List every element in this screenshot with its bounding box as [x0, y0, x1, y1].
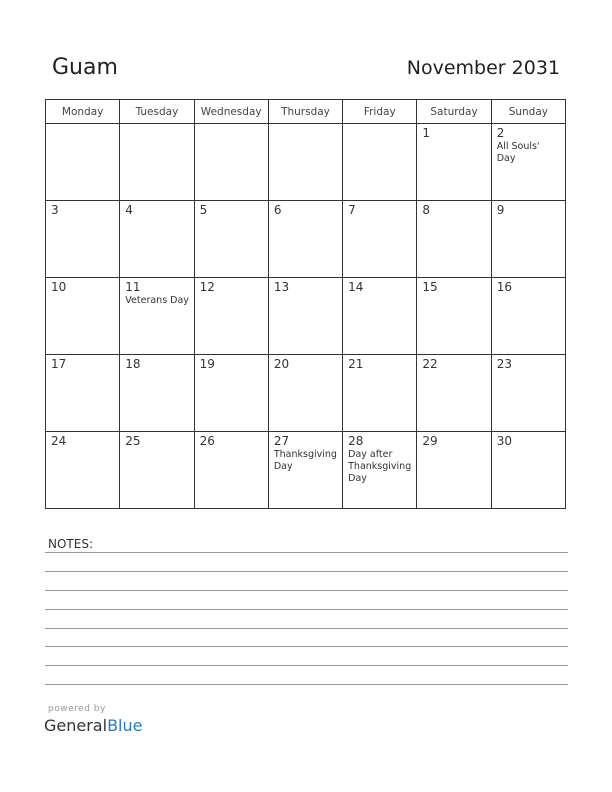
day-cell	[268, 278, 342, 355]
notes-line	[45, 684, 568, 685]
day-number	[195, 124, 268, 126]
day-number: 3	[51, 203, 59, 217]
day-number: 13	[273, 280, 290, 294]
calendar-month-title: November 2031	[406, 57, 560, 79]
powered-by-text: powered by	[48, 704, 106, 714]
day-cell	[120, 278, 194, 355]
day-cell	[417, 355, 491, 432]
weekday-header-row	[46, 100, 566, 124]
day-cell	[194, 201, 268, 278]
week-row	[46, 278, 566, 355]
day-number: 5	[199, 203, 208, 217]
day-cell	[491, 355, 565, 432]
brand-blue-text: Blue	[107, 716, 143, 735]
day-number: 27	[273, 434, 290, 448]
day-number	[343, 124, 416, 126]
day-number: 6	[273, 203, 282, 217]
calendar-grid	[45, 99, 566, 509]
day-number: 18	[125, 357, 141, 371]
day-cell	[268, 201, 342, 278]
day-cell	[46, 432, 120, 509]
day-cell	[194, 432, 268, 509]
notes-line	[45, 571, 568, 572]
day-cell	[46, 278, 120, 355]
notes-line	[45, 646, 568, 647]
day-cell	[120, 432, 194, 509]
day-number: 21	[348, 357, 364, 371]
brand-general-text: General	[44, 716, 108, 735]
day-cell	[120, 201, 194, 278]
day-cell	[491, 432, 565, 509]
day-number: 9	[496, 203, 505, 217]
weekday-header: Wednesday	[194, 100, 268, 124]
day-number: 25	[125, 434, 141, 448]
notes-line	[45, 590, 568, 591]
day-number: 14	[348, 280, 364, 294]
day-cell	[417, 432, 491, 509]
day-number: 8	[422, 203, 431, 217]
weekday-header: Monday	[46, 100, 120, 124]
day-number: 15	[422, 280, 438, 294]
day-number	[46, 124, 119, 126]
weekday-header: Saturday	[417, 100, 491, 124]
week-row	[46, 124, 566, 201]
notes-line	[45, 628, 568, 629]
day-cell	[343, 432, 417, 509]
day-cell	[46, 124, 120, 201]
day-number: 7	[348, 203, 356, 217]
day-cell	[268, 124, 342, 201]
week-row	[46, 355, 566, 432]
day-number: 11	[125, 280, 141, 294]
day-cell	[417, 124, 491, 201]
day-number: 16	[496, 280, 512, 294]
day-number: 17	[51, 357, 67, 371]
day-number: 12	[199, 280, 215, 294]
weekday-header: Tuesday	[120, 100, 194, 124]
day-number: 4	[125, 203, 133, 217]
day-number: 24	[51, 434, 67, 448]
day-cell	[343, 201, 417, 278]
day-cell	[491, 201, 565, 278]
day-cell	[268, 432, 342, 509]
day-cell	[120, 124, 194, 201]
generalblue-logo	[44, 716, 142, 735]
notes-line	[45, 552, 568, 553]
weekday-header: Thursday	[268, 100, 342, 124]
holiday-label: Day after Thanksgiving Day	[348, 449, 412, 484]
day-cell	[491, 278, 565, 355]
weekday-header: Sunday	[491, 100, 565, 124]
holiday-label: All Souls' Day	[496, 141, 540, 164]
day-cell	[194, 355, 268, 432]
day-cell	[417, 278, 491, 355]
day-number: 23	[496, 357, 512, 371]
notes-line	[45, 665, 568, 666]
holiday-label: Veterans Day	[125, 295, 189, 306]
day-number: 28	[348, 434, 364, 448]
day-number	[269, 124, 342, 126]
holiday-label: Thanksgiving Day	[273, 449, 337, 472]
day-number: 22	[422, 357, 438, 371]
day-number	[120, 124, 193, 126]
day-cell	[491, 124, 565, 201]
notes-line	[45, 609, 568, 610]
day-number: 2	[496, 126, 505, 140]
day-number: 10	[51, 280, 67, 294]
day-cell	[343, 278, 417, 355]
week-row	[46, 201, 566, 278]
day-cell	[46, 201, 120, 278]
day-number: 1	[422, 126, 431, 140]
calendar-region-title: Guam	[52, 55, 118, 80]
day-cell	[194, 278, 268, 355]
day-cell	[46, 355, 120, 432]
day-number: 26	[199, 434, 215, 448]
day-number: 29	[422, 434, 438, 448]
day-cell	[417, 201, 491, 278]
day-cell	[343, 355, 417, 432]
weekday-header: Friday	[343, 100, 417, 124]
day-cell	[194, 124, 268, 201]
day-cell	[268, 355, 342, 432]
day-number: 30	[496, 434, 512, 448]
day-cell	[120, 355, 194, 432]
notes-label: NOTES:	[48, 537, 93, 551]
day-number: 20	[273, 357, 290, 371]
day-cell	[343, 124, 417, 201]
day-number: 19	[199, 357, 215, 371]
week-row	[46, 432, 566, 509]
